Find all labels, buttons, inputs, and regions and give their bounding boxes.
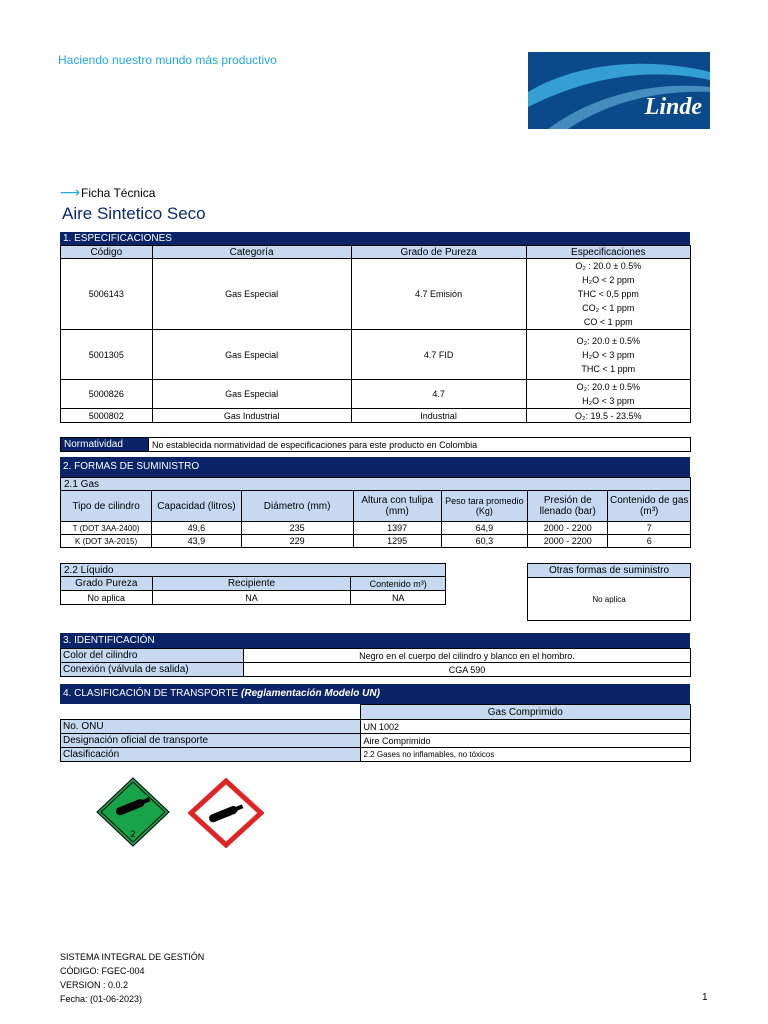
table-row	[61, 663, 691, 677]
footer-line: SISTEMA INTEGRAL DE GESTIÓN	[60, 952, 205, 962]
doc-label: Ficha Técnica	[81, 186, 156, 200]
table-row	[61, 720, 691, 734]
logo-wordmark: Linde	[644, 94, 702, 120]
col-header: Código	[61, 246, 153, 259]
footer-line: Fecha: (01-06-2023)	[60, 994, 143, 1004]
table-row	[61, 734, 691, 748]
table-row	[61, 330, 691, 380]
specs-cell: O₂: 19.5 - 23.5%	[526, 409, 690, 423]
col-header: Contenido de gas (m³)	[608, 491, 691, 522]
liquid-supply-table	[60, 563, 446, 605]
code-cell: 5000826	[61, 380, 153, 409]
other-supply-value: No aplica	[528, 578, 691, 621]
section-4-subtitle: (Reglamentación Modelo UN)	[241, 688, 380, 699]
grade-cell: 4.7 FID	[351, 330, 526, 380]
code-cell: 5001305	[61, 330, 153, 380]
grade-cell: 4.7	[351, 380, 526, 409]
col-header: Diámetro (mm)	[241, 491, 353, 522]
spec-line: O₂ : 20.0 ± 0.5%	[575, 261, 642, 271]
liquid-subheader: 2.2 Líquido	[61, 564, 446, 577]
pressure-cell: 2000 - 2200	[528, 535, 608, 548]
table-row	[61, 748, 691, 762]
category-cell: Gas Especial	[152, 259, 351, 330]
specs-cell	[526, 259, 690, 330]
non-flammable-gas-diamond-icon	[95, 776, 171, 848]
capacity-cell: 49,6	[152, 522, 241, 535]
other-supply-box	[527, 563, 691, 621]
col-header: Tipo de cilindro	[61, 491, 152, 522]
tare-cell: 64,9	[441, 522, 527, 535]
section-4-title: 4. CLASIFICACIÓN DE TRANSPORTE	[63, 688, 239, 699]
specs-cell	[526, 330, 690, 380]
spec-line: O₂: 20.0 ± 0.5%	[576, 382, 641, 392]
connection-value: CGA 590	[244, 663, 691, 677]
table-row	[61, 535, 691, 548]
col-header: Grado de Pureza	[351, 246, 526, 259]
transport-header: Gas Comprimido	[360, 705, 691, 720]
tagline: Haciendo nuestro mundo más productivo	[58, 53, 277, 67]
specs-cell	[526, 380, 690, 409]
normatividad-label: Normatividad	[61, 438, 149, 452]
section-1-header: 1. ESPECIFICACIONES	[60, 232, 690, 245]
spec-line: CO₂ < 1 ppm	[582, 303, 635, 313]
gas-supply-table	[60, 477, 691, 548]
col-header: Altura con tulipa (mm)	[353, 491, 441, 522]
container-cell: NA	[152, 591, 351, 605]
un-number-value: UN 1002	[360, 720, 691, 734]
section-2-header: 2. FORMAS DE SUMINISTRO	[60, 457, 690, 477]
section-3-header: 3. IDENTIFICACIÓN	[60, 633, 690, 648]
code-cell: 5000802	[61, 409, 153, 423]
diamond-class-number: 2	[130, 830, 136, 840]
table-row	[61, 259, 691, 330]
spec-line: THC < 0,5 ppm	[577, 289, 639, 299]
col-header: Contenido m³)	[351, 577, 446, 591]
identification-table	[60, 648, 691, 677]
color-value: Negro en el cuerpo del cilindro y blanco en el hombro.	[244, 649, 691, 663]
code-cell: 5006143	[61, 259, 153, 330]
col-header: Peso tara promedio (Kg)	[441, 491, 527, 522]
classification-value: 2.2 Gases no inflamables, no tóxicos	[360, 748, 691, 762]
transport-table	[60, 704, 691, 762]
col-header: Recipiente	[152, 577, 351, 591]
pressure-cell: 2000 - 2200	[528, 522, 608, 535]
height-cell: 1397	[353, 522, 441, 535]
section-4-header	[60, 684, 690, 704]
grade-cell: Industrial	[351, 409, 526, 423]
un-number-label: No. ONU	[61, 720, 361, 734]
page-number: 1	[702, 992, 708, 1003]
spec-line: CO < 1 ppm	[583, 317, 633, 327]
product-title: Aire Sintetico Seco	[62, 204, 206, 223]
col-header: Grado Pureza	[61, 577, 153, 591]
arrow-right-icon: ⟶	[60, 185, 81, 201]
spec-line: H₂O < 3 ppm	[582, 396, 635, 406]
table-row	[61, 649, 691, 663]
color-label: Color del cilindro	[61, 649, 244, 663]
spec-line: H₂O < 3 ppm	[582, 349, 635, 360]
designation-value: Aire Comprimido	[360, 734, 691, 748]
category-cell: Gas Especial	[152, 330, 351, 380]
content-cell: NA	[351, 591, 446, 605]
specifications-table	[60, 245, 691, 423]
footer	[60, 950, 204, 1006]
gas-subheader: 2.1 Gas	[61, 478, 691, 491]
table-row	[61, 522, 691, 535]
col-header: Categoría	[152, 246, 351, 259]
spec-line: H₂O < 2 ppm	[582, 275, 635, 285]
table-row	[61, 409, 691, 423]
linde-logo	[528, 52, 710, 129]
normatividad-value: No establecida normatividad de especificaciones para este producto en Colombia	[149, 438, 691, 452]
gas-cylinder-ghs-icon	[188, 778, 264, 848]
tare-cell: 60,3	[441, 535, 527, 548]
category-cell: Gas Industrial	[152, 409, 351, 423]
col-header: Especificaciones	[526, 246, 690, 259]
spec-line: THC < 1 ppm	[581, 363, 636, 374]
footer-line: VERSION : 0.0.2	[60, 980, 129, 990]
col-header: Capacidad (litros)	[152, 491, 241, 522]
designation-label: Designación oficial de transporte	[61, 734, 361, 748]
spec-line: O₂: 20.0 ± 0.5%	[576, 335, 641, 346]
cylinder-type-cell: T (DOT 3AA-2400)	[61, 522, 152, 535]
category-cell: Gas Especial	[152, 380, 351, 409]
connection-label: Conexión (válvula de salida)	[61, 663, 244, 677]
footer-line: CÓDIGO: FGEC-004	[60, 966, 145, 976]
diameter-cell: 229	[241, 535, 353, 548]
cylinder-type-cell: K (DOT 3A-2015)	[61, 535, 152, 548]
grade-cell: 4.7 Emisión	[351, 259, 526, 330]
classification-label: Clasificación	[61, 748, 361, 762]
grade-cell: No aplica	[61, 591, 153, 605]
col-header: Presión de llenado (bar)	[528, 491, 608, 522]
empty-cell	[61, 705, 361, 720]
table-row	[61, 380, 691, 409]
height-cell: 1295	[353, 535, 441, 548]
other-supply-header: Otras formas de suministro	[528, 564, 691, 578]
normatividad-row	[60, 437, 691, 452]
table-row	[61, 591, 446, 605]
capacity-cell: 43,9	[152, 535, 241, 548]
content-cell: 7	[608, 522, 691, 535]
diameter-cell: 235	[241, 522, 353, 535]
content-cell: 6	[608, 535, 691, 548]
